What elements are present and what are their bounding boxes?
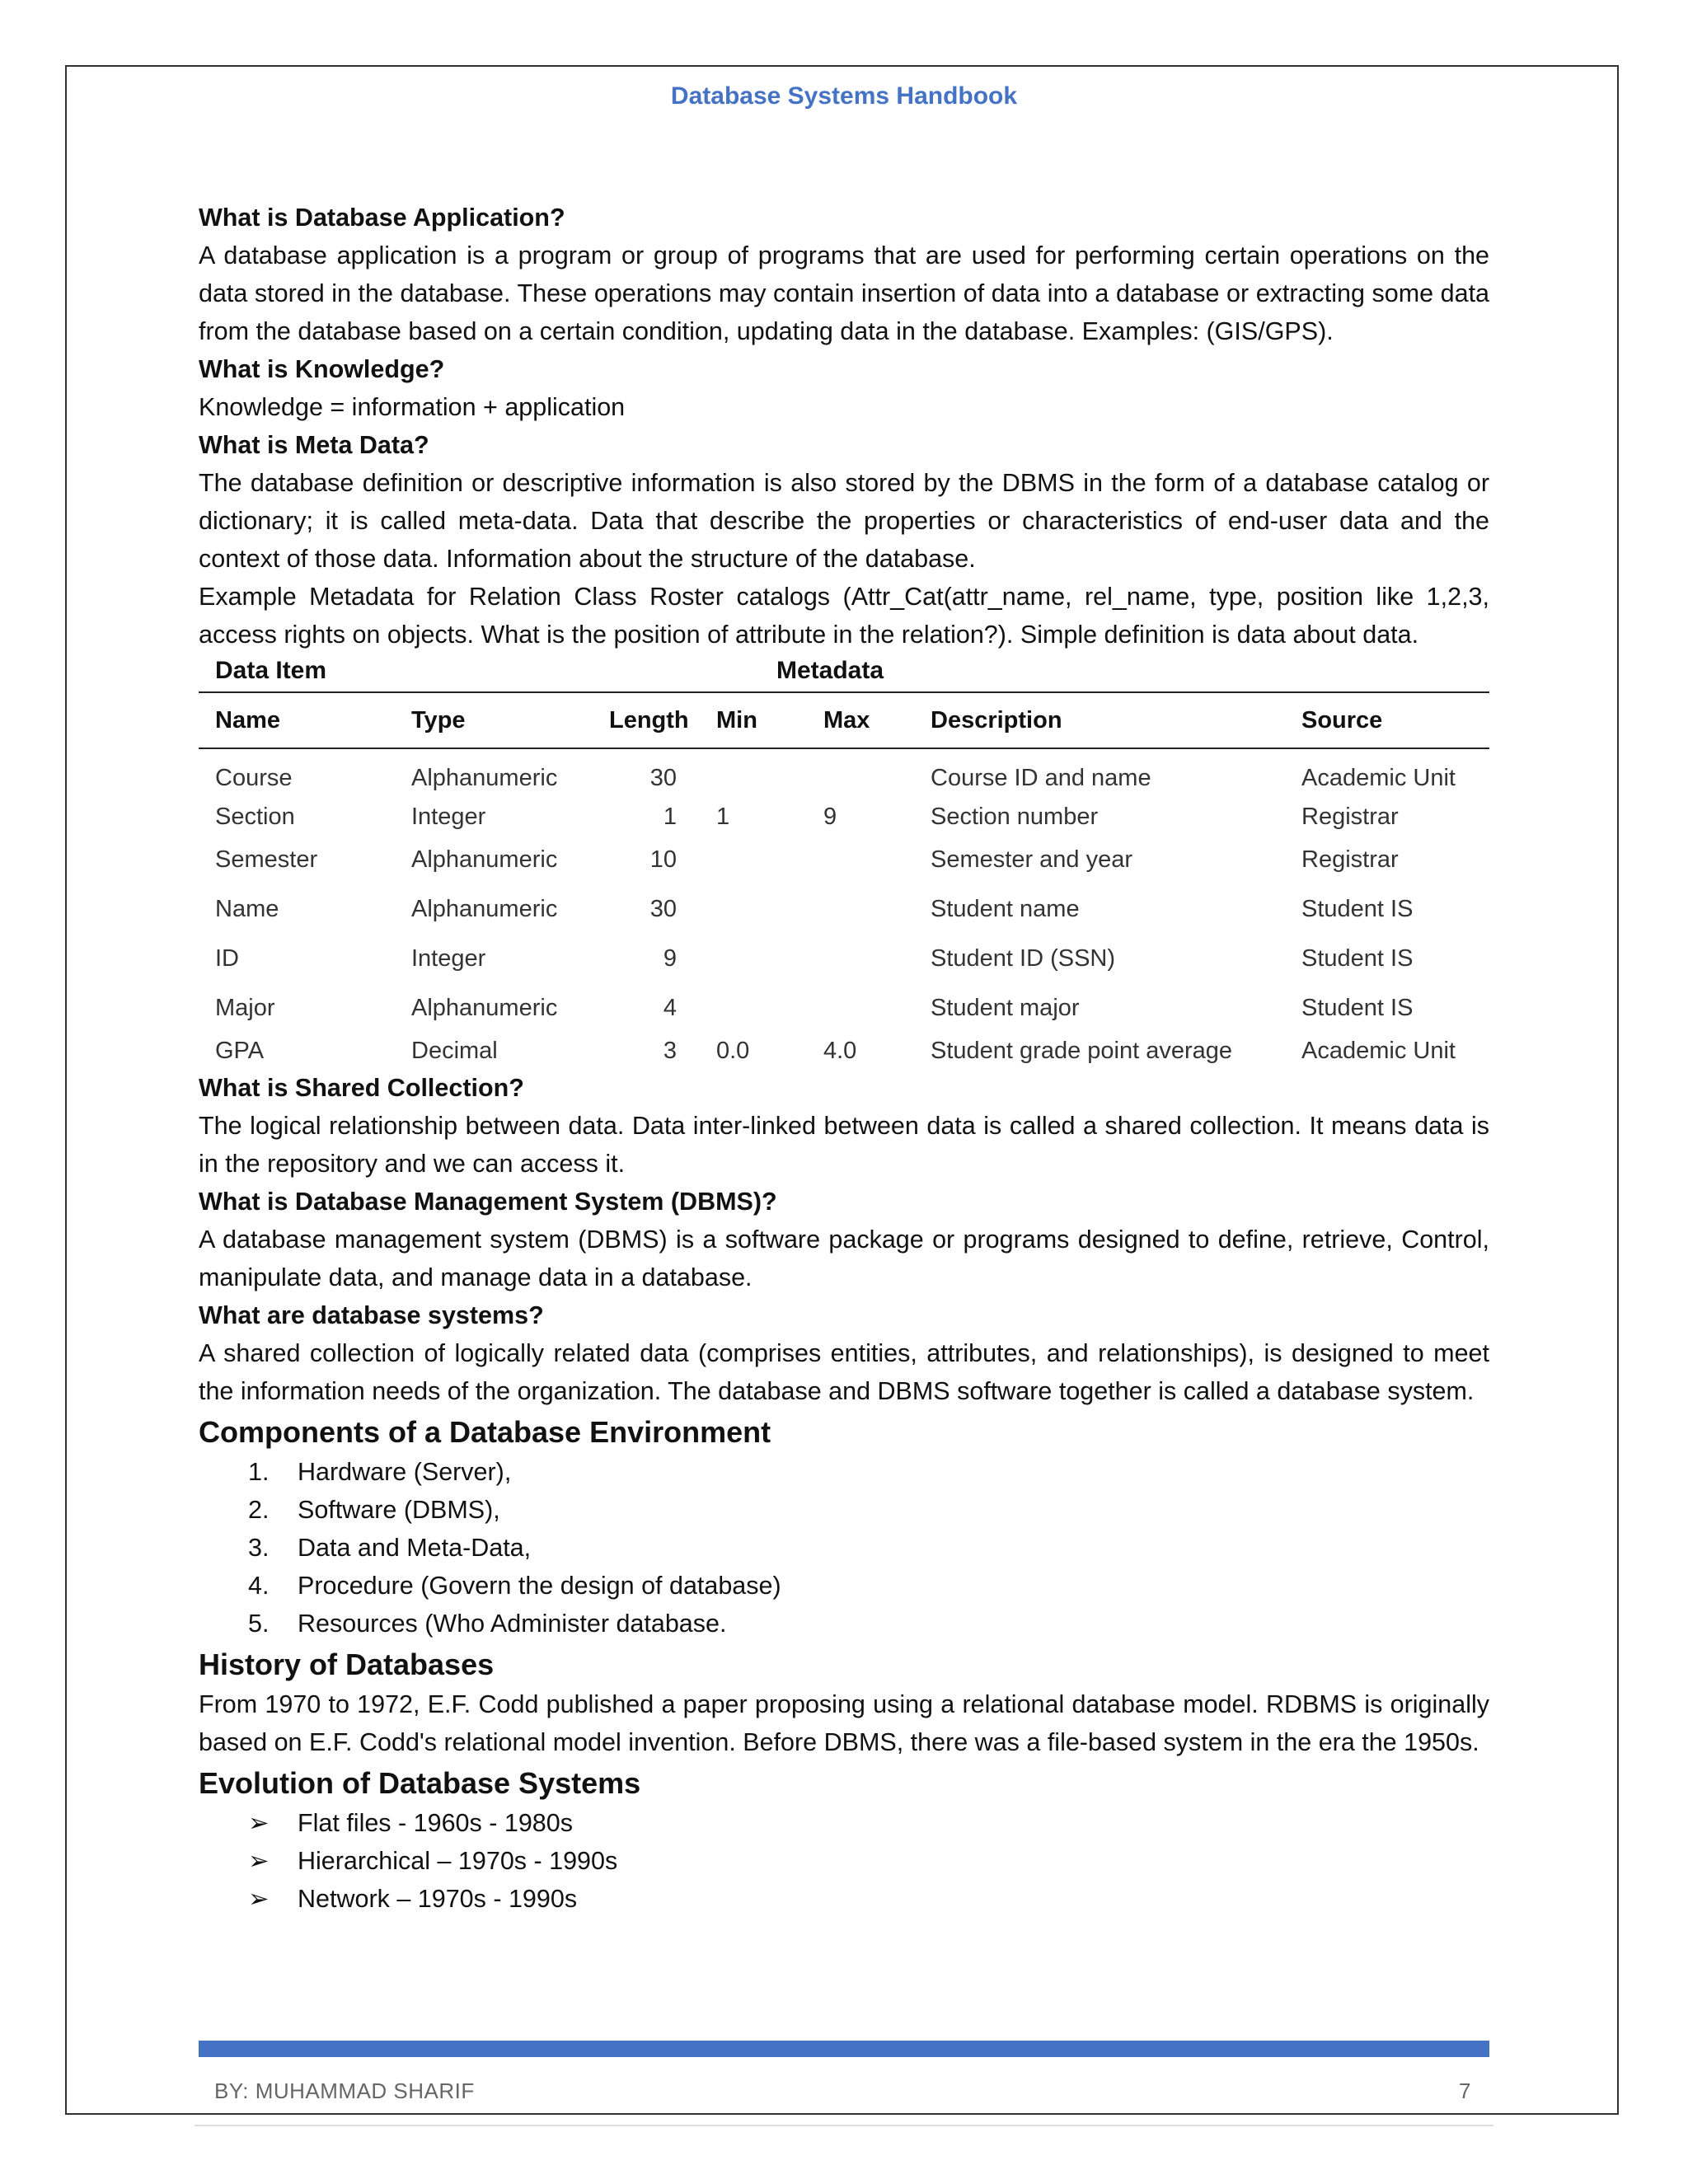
table-cell: 1: [663, 803, 677, 830]
list-item: [199, 1529, 1489, 1567]
answer-knowledge: Knowledge = information + application: [199, 393, 626, 421]
question-knowledge: What is Knowledge?: [199, 355, 445, 383]
table-cell: [807, 884, 914, 934]
table-cell: Registrar: [1301, 846, 1399, 873]
answer-shared-collection: The logical relationship between data. Data inter-linked between data is called a shared collection. It means data is in the repository and we can access it.: [199, 1112, 1489, 1178]
question-meta-data: What is Meta Data?: [199, 431, 429, 459]
question-shared-collection: What is Shared Collection?: [199, 1074, 524, 1102]
column-header: Type: [395, 692, 593, 748]
answer-database-application: A database application is a program or group of programs that are used for performing certain operations on the data stored in the database. These operations may contain insertion of data into a database or extracting some data from the database based on a certain condition, updating data in the database. Examples: (GIS/GPS).: [199, 241, 1489, 345]
table-cell: 1: [716, 803, 730, 830]
table-cell: Registrar: [1301, 803, 1399, 830]
table-row: [199, 934, 1489, 983]
table-cell: [700, 835, 807, 884]
footer-divider: [195, 2125, 1493, 2126]
table-cell: [807, 835, 914, 884]
table-cell: Academic Unit: [1301, 764, 1456, 791]
table-cell: 3: [663, 1037, 677, 1064]
list-item-text: Network – 1970s - 1990s: [298, 1885, 578, 1913]
table-cell: 10: [649, 846, 677, 873]
table-cell: Student IS: [1301, 944, 1414, 972]
table-row: [199, 884, 1489, 934]
list-item: [199, 1880, 1489, 1918]
table-cell: ID: [215, 944, 239, 972]
table-cell: Section: [215, 803, 295, 830]
question-database-application: What is Database Application?: [199, 204, 565, 232]
list-item: [199, 1491, 1489, 1529]
heading-history: History of Databases: [199, 1647, 495, 1681]
list-marker: 4.: [248, 1572, 270, 1600]
table-cell: Course ID and name: [931, 764, 1151, 791]
metadata-table-header-row: [199, 692, 1489, 748]
table-cell: Alphanumeric: [411, 764, 558, 791]
answer-meta-data: The database definition or descriptive information is also stored by the DBMS in the form of a database catalog or dictionary; it is called meta-data. Data that describe the properties or characteristics of end-user data and the context of those data. Information about the structure of the database.: [199, 469, 1489, 573]
table-cell: 30: [649, 764, 677, 791]
metadata-table: [199, 691, 1489, 1069]
metadata-table-group-header: [199, 654, 1489, 691]
list-marker: 2.: [248, 1496, 270, 1524]
answer-database-systems: A shared collection of logically related data (comprises entities, attributes, and relationships), is designed to meet the information needs of the organization. The database and DBMS software together is called a database system.: [199, 1339, 1489, 1405]
table-cell: Section number: [931, 803, 1099, 830]
column-header: Description: [914, 692, 1285, 748]
table-cell: Integer: [411, 944, 486, 972]
list-item-text: Software (DBMS),: [298, 1496, 500, 1524]
table-row: [199, 983, 1489, 1033]
table-cell: Student name: [931, 895, 1080, 922]
footer-author: BY: MUHAMMAD SHARIF: [214, 2079, 475, 2103]
list-item-text: Procedure (Govern the design of database): [298, 1572, 781, 1600]
evolution-list: [199, 1804, 1489, 1918]
list-marker: 3.: [248, 1534, 270, 1562]
table-cell: Semester: [215, 846, 318, 873]
list-item-text: Hierarchical – 1970s - 1990s: [298, 1847, 618, 1875]
question-database-systems: What are database systems?: [199, 1301, 544, 1329]
table-cell: [807, 748, 914, 799]
answer-meta-data-example: Example Metadata for Relation Class Roster catalogs (Attr_Cat(attr_name, rel_name, type, position like 1,2,3, access rights on objects. What is the position of attribute in the relation?). Simple definition is data about data.: [199, 583, 1489, 649]
column-header: Max: [807, 692, 914, 748]
table-cell: Major: [215, 994, 275, 1021]
table-cell: [700, 983, 807, 1033]
list-marker: 1.: [248, 1458, 270, 1486]
question-dbms: What is Database Management System (DBMS)?: [199, 1188, 777, 1216]
table-cell: [700, 934, 807, 983]
table-cell: Alphanumeric: [411, 895, 558, 922]
table-cell: Student IS: [1301, 895, 1414, 922]
heading-evolution: Evolution of Database Systems: [199, 1766, 641, 1800]
table-cell: Academic Unit: [1301, 1037, 1456, 1064]
table-cell: Integer: [411, 803, 486, 830]
column-header: Length: [593, 692, 700, 748]
table-cell: Alphanumeric: [411, 846, 558, 873]
column-header: Name: [199, 692, 395, 748]
table-cell: 4: [663, 994, 677, 1021]
list-item: [199, 1842, 1489, 1880]
group-label-metadata: Metadata: [776, 657, 884, 684]
list-item: [199, 1567, 1489, 1605]
arrow-bullet-icon: ➢: [248, 1885, 270, 1913]
list-item-text: Resources (Who Administer database.: [298, 1610, 727, 1638]
table-cell: Course: [215, 764, 293, 791]
table-cell: 4.0: [823, 1037, 857, 1064]
answer-dbms: A database management system (DBMS) is a software package or programs designed to define, retrieve, Control, manipulate data, and manage data in a database.: [199, 1226, 1489, 1291]
heading-components: Components of a Database Environment: [199, 1415, 771, 1449]
table-cell: Decimal: [411, 1037, 498, 1064]
answer-history: From 1970 to 1972, E.F. Codd published a paper proposing using a relational database model. RDBMS is originally based on E.F. Codd's relational model invention. Before DBMS, there was a file-based system in the era the 1950s.: [199, 1690, 1489, 1756]
table-cell: Student major: [931, 994, 1080, 1021]
table-row: [199, 748, 1489, 799]
table-cell: Semester and year: [931, 846, 1133, 873]
table-cell: GPA: [215, 1037, 265, 1064]
group-label-data-item: Data Item: [215, 657, 327, 684]
list-item-text: Hardware (Server),: [298, 1458, 512, 1486]
table-row: [199, 1033, 1489, 1069]
table-cell: [807, 983, 914, 1033]
arrow-bullet-icon: ➢: [248, 1847, 270, 1875]
table-cell: 30: [649, 895, 677, 922]
table-row: [199, 835, 1489, 884]
list-item: [199, 1605, 1489, 1643]
column-header: Source: [1285, 692, 1489, 748]
table-cell: 0.0: [716, 1037, 750, 1064]
table-cell: [700, 748, 807, 799]
table-cell: Name: [215, 895, 279, 922]
table-cell: [700, 884, 807, 934]
list-item-text: Flat files - 1960s - 1980s: [298, 1809, 573, 1837]
table-cell: Alphanumeric: [411, 994, 558, 1021]
components-list: [199, 1453, 1489, 1643]
table-cell: [807, 934, 914, 983]
page-content: [199, 199, 1489, 1918]
footer-accent-bar: [199, 2041, 1489, 2057]
list-item-text: Data and Meta-Data,: [298, 1534, 532, 1562]
page-number: 7: [1459, 2079, 1471, 2103]
column-header: Min: [700, 692, 807, 748]
list-item: [199, 1804, 1489, 1842]
table-cell: 9: [823, 803, 837, 830]
table-row: [199, 799, 1489, 835]
running-header: Database Systems Handbook: [670, 82, 1018, 110]
list-item: [199, 1453, 1489, 1491]
table-cell: Student ID (SSN): [931, 944, 1116, 972]
table-cell: Student IS: [1301, 994, 1414, 1021]
table-cell: Student grade point average: [931, 1037, 1232, 1064]
arrow-bullet-icon: ➢: [248, 1809, 270, 1837]
list-marker: 5.: [248, 1610, 270, 1638]
table-cell: 9: [663, 944, 677, 972]
